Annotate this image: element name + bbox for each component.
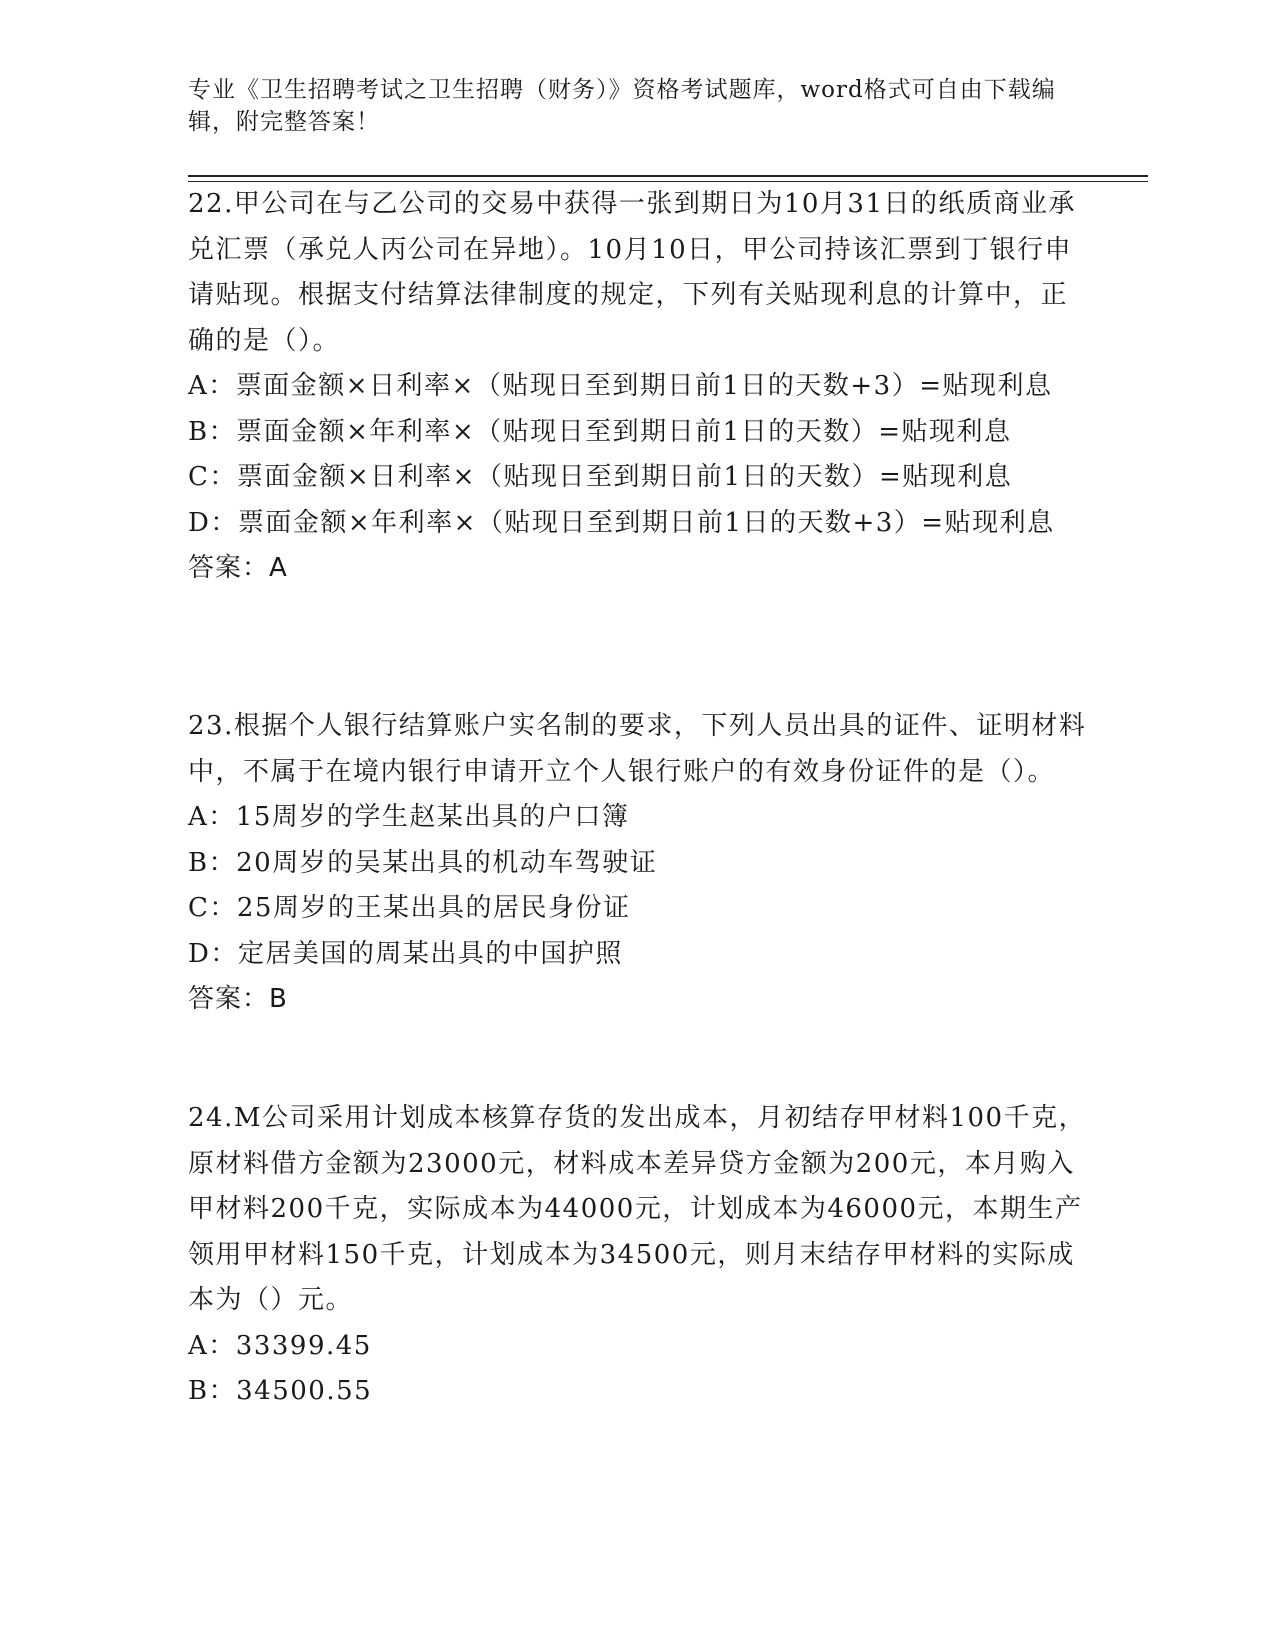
question-stem: 24.M公司采用计划成本核算存货的发出成本，月初结存甲材料100千克，原材料借方金额为23000元，材料成本差异贷方金额为200元，本月购入甲材料200千克，实际成本为44000元，计划成本为46000元，本期生产领用甲材料150千克，计划成本为34500元，则月末结存甲材料的实际成本为（）元。 — [188, 1103, 1087, 1315]
option-c: C：25周岁的王某出具的居民身份证 — [188, 893, 631, 923]
option-a: A：15周岁的学生赵某出具的户口簿 — [188, 802, 630, 832]
question-stem: 23.根据个人银行结算账户实名制的要求，下列人员出具的证件、证明材料中，不属于在境内银行申请开立个人银行账户的有效身份证件的是（）。 — [188, 711, 1087, 787]
question-stem: 22.甲公司在与乙公司的交易中获得一张到期日为10月31日的纸质商业承兑汇票（承兑人丙公司在异地）。10月10日，甲公司持该汇票到丁银行申请贴现。根据支付结算法律制度的规定，下列有关贴现利息的计算中，正确的是（）。 — [188, 189, 1077, 356]
header-title: 专业《卫生招聘考试之卫生招聘（财务）》资格考试题库，word格式可自由下载编辑，附完整答案！ — [188, 77, 1056, 135]
question-23 — [188, 704, 1088, 1023]
document-header — [188, 74, 1068, 138]
option-a: A：票面金额×日利率×（贴现日至到期日前1日的天数+3）=贴现利息 — [188, 371, 1053, 401]
header-rule-thick — [188, 175, 1148, 177]
question-24 — [188, 1096, 1088, 1415]
question-22 — [188, 182, 1088, 592]
option-c: C：票面金额×日利率×（贴现日至到期日前1日的天数）=贴现利息 — [188, 462, 1013, 492]
answer: 答案：B — [188, 984, 288, 1014]
option-d: D：票面金额×年利率×（贴现日至到期日前1日的天数+3）=贴现利息 — [188, 507, 1055, 538]
answer: 答案：A — [188, 553, 288, 583]
option-b: B：票面金额×年利率×（贴现日至到期日前1日的天数）=贴现利息 — [188, 416, 1012, 447]
option-a: A：33399.45 — [188, 1330, 372, 1361]
option-b: B：34500.55 — [188, 1376, 373, 1406]
option-d: D：定居美国的周某出具的中国护照 — [188, 938, 623, 969]
option-b: B：20周岁的吴某出具的机动车驾驶证 — [188, 847, 658, 878]
